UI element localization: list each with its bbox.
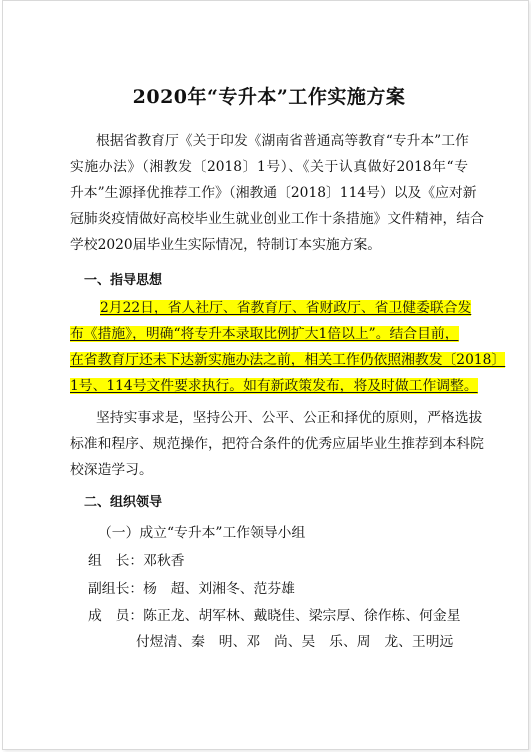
intro-line-4: 冠肺炎疫情做好高校毕业生就业创业工作十条措施》文件精神，结合 (70, 211, 484, 227)
highlight-line-2: 布《措施》，明确“将专升本录取比例扩大1倍以上”。结合目前， (70, 326, 459, 342)
principle-line-3: 校深造学习。 (70, 462, 153, 478)
document-title: 2020年“专升本”工作实施方案 (132, 86, 406, 108)
subsection-1-heading: （一）成立“专升本”工作领导小组 (98, 525, 306, 541)
principle-line-2: 标准和程序、规范操作，把符合条件的优秀应届毕业生推荐到本科院 (70, 436, 484, 452)
members-line-1: 成 员：陈正龙、胡军林、戴晓佳、梁宗厚、徐作栋、何金星 (88, 608, 461, 624)
members-line-2: 付煜清、秦 明、邓 尚、吴 乐、周 龙、王明远 (136, 634, 454, 650)
deputy-line: 副组长：杨 超、刘湘冬、范芬雄 (88, 581, 295, 597)
intro-line-3: 升本”生源择优推荐工作》（湘教通〔2018〕114号）以及《应对新 (70, 185, 477, 201)
highlight-line-4: 1号、114号文件要求执行。如有新政策发布，将及时做工作调整。 (70, 378, 478, 394)
section-2-heading: 二、组织领导 (84, 495, 163, 510)
intro-line-2: 实施办法》（湘教发〔2018〕1号）、《关于认真做好2018年“专 (70, 159, 468, 175)
principle-line-1: 坚持实事求是，坚持公开、公平、公正和择优的原则，严格选拔 (96, 410, 483, 426)
highlight-line-3: 在省教育厅还未下达新实施办法之前，相关工作仍依照湘教发〔2018〕 (70, 352, 506, 368)
section-1-heading: 一、指导思想 (84, 273, 163, 288)
intro-line-1: 根据省教育厅《关于印发《湖南省普通高等教育“专升本”工作 (96, 133, 469, 149)
intro-line-5: 学校2020届毕业生实际情况，特制订本实施方案。 (70, 237, 382, 253)
highlight-line-1: 2月22日，省人社厅、省教育厅、省财政厅、省卫健委联合发 (100, 300, 472, 316)
leader-line: 组 长：邓秋香 (88, 553, 185, 569)
